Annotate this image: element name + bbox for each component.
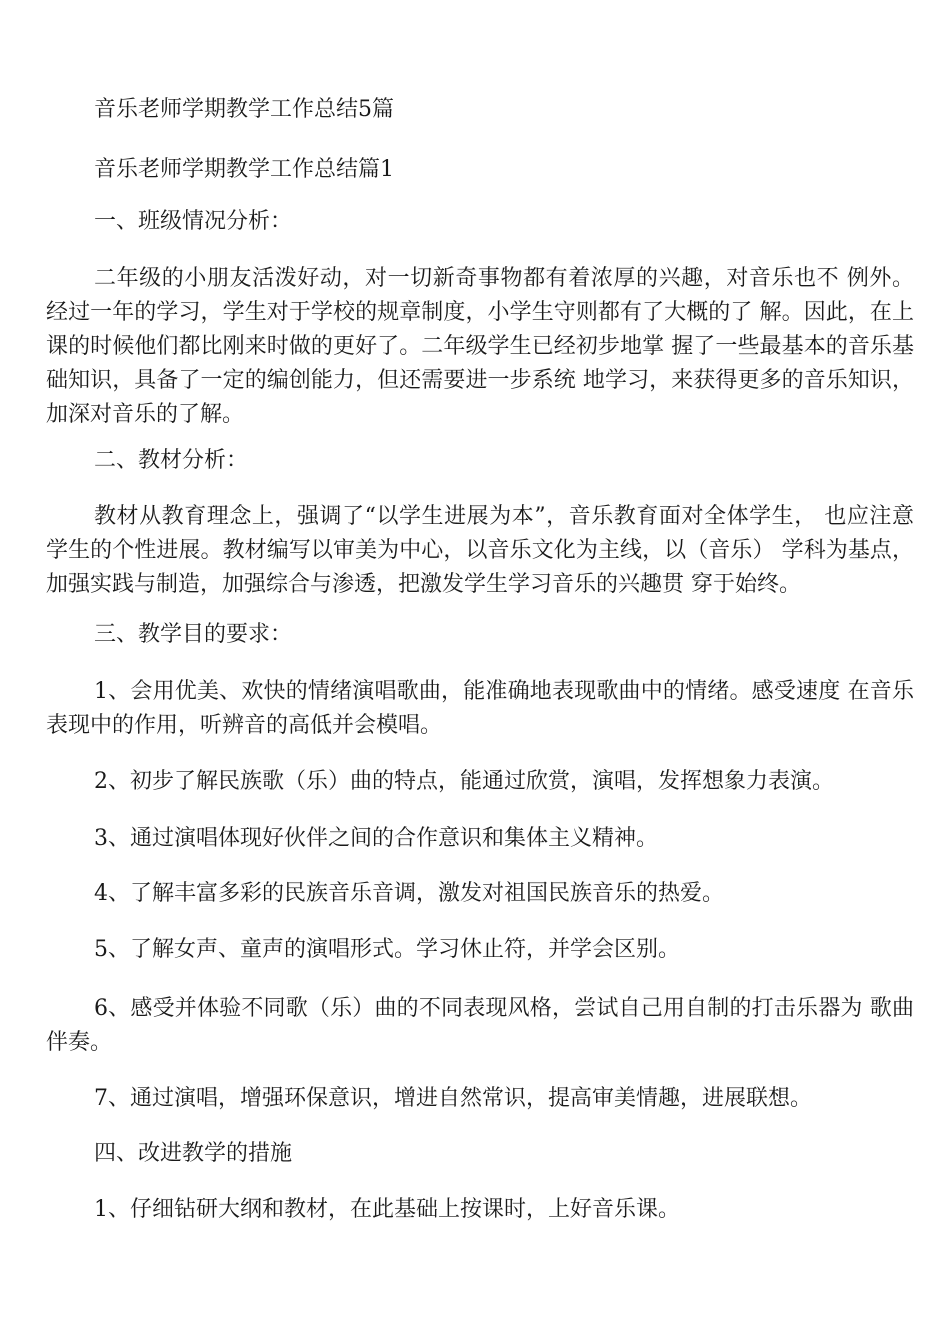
teaching-goal-4: 4、了解丰富多彩的民族音乐音调，激发对祖国民族音乐的热爱。: [94, 881, 724, 906]
paragraph-textbook-analysis: 教材从教育理念上，强调了“以学生进展为本”，音乐教育面对全体学生， 也应注意学生的个性进展。教材编写以审美为中心，以音乐文化为主线，以（音乐） 学科为基点，加强实践与制造，加强综合与渗透，把激发学生学习音乐的兴趣贯 穿于始终。: [46, 504, 914, 597]
teaching-goal-7: 7、通过演唱，增强环保意识，增进自然常识，提高审美情趣，进展联想。: [94, 1086, 812, 1111]
section-heading-improvement-measures: 四、改进教学的措施: [94, 1141, 293, 1166]
improvement-measure-1: 1、仔细钻研大纲和教材，在此基础上按课时，上好音乐课。: [94, 1197, 680, 1222]
document-title: 音乐老师学期教学工作总结5篇: [94, 97, 394, 122]
teaching-goal-3: 3、通过演唱体现好伙伴之间的合作意识和集体主义精神。: [94, 826, 658, 851]
section-heading-teaching-goals: 三、教学目的要求：: [94, 622, 293, 647]
teaching-goal-1: 1、会用优美、欢快的情绪演唱歌曲，能准确地表现歌曲中的情绪。感受速度 在音乐表现中的作用，听辨音的高低并会模唱。: [46, 679, 914, 738]
teaching-goal-6: 6、感受并体验不同歌（乐）曲的不同表现风格，尝试自己用自制的打击乐器为 歌曲伴奏。: [46, 996, 914, 1055]
teaching-goal-5: 5、了解女声、童声的演唱形式。学习休止符，并学会区别。: [94, 937, 680, 962]
section-heading-class-analysis: 一、班级情况分析：: [94, 209, 293, 234]
section-heading-textbook-analysis: 二、教材分析：: [94, 448, 249, 473]
teaching-goal-2: 2、初步了解民族歌（乐）曲的特点，能通过欣赏，演唱，发挥想象力表演。: [94, 769, 834, 794]
document-subtitle: 音乐老师学期教学工作总结篇1: [94, 157, 394, 182]
paragraph-class-analysis: 二年级的小朋友活泼好动，对一切新奇事物都有着浓厚的兴趣，对音乐也不 例外。经过一年的学习，学生对于学校的规章制度，小学生守则都有了大概的了 解。因此，在上课的时候他们都比刚来时做的更好了。二年级学生已经初步地掌 握了一些最基本的音乐基础知识，具备了一定的编创能力，但还需要进一步系统 地学习，来获得更多的音乐知识，加深对音乐的了解。: [46, 266, 914, 427]
